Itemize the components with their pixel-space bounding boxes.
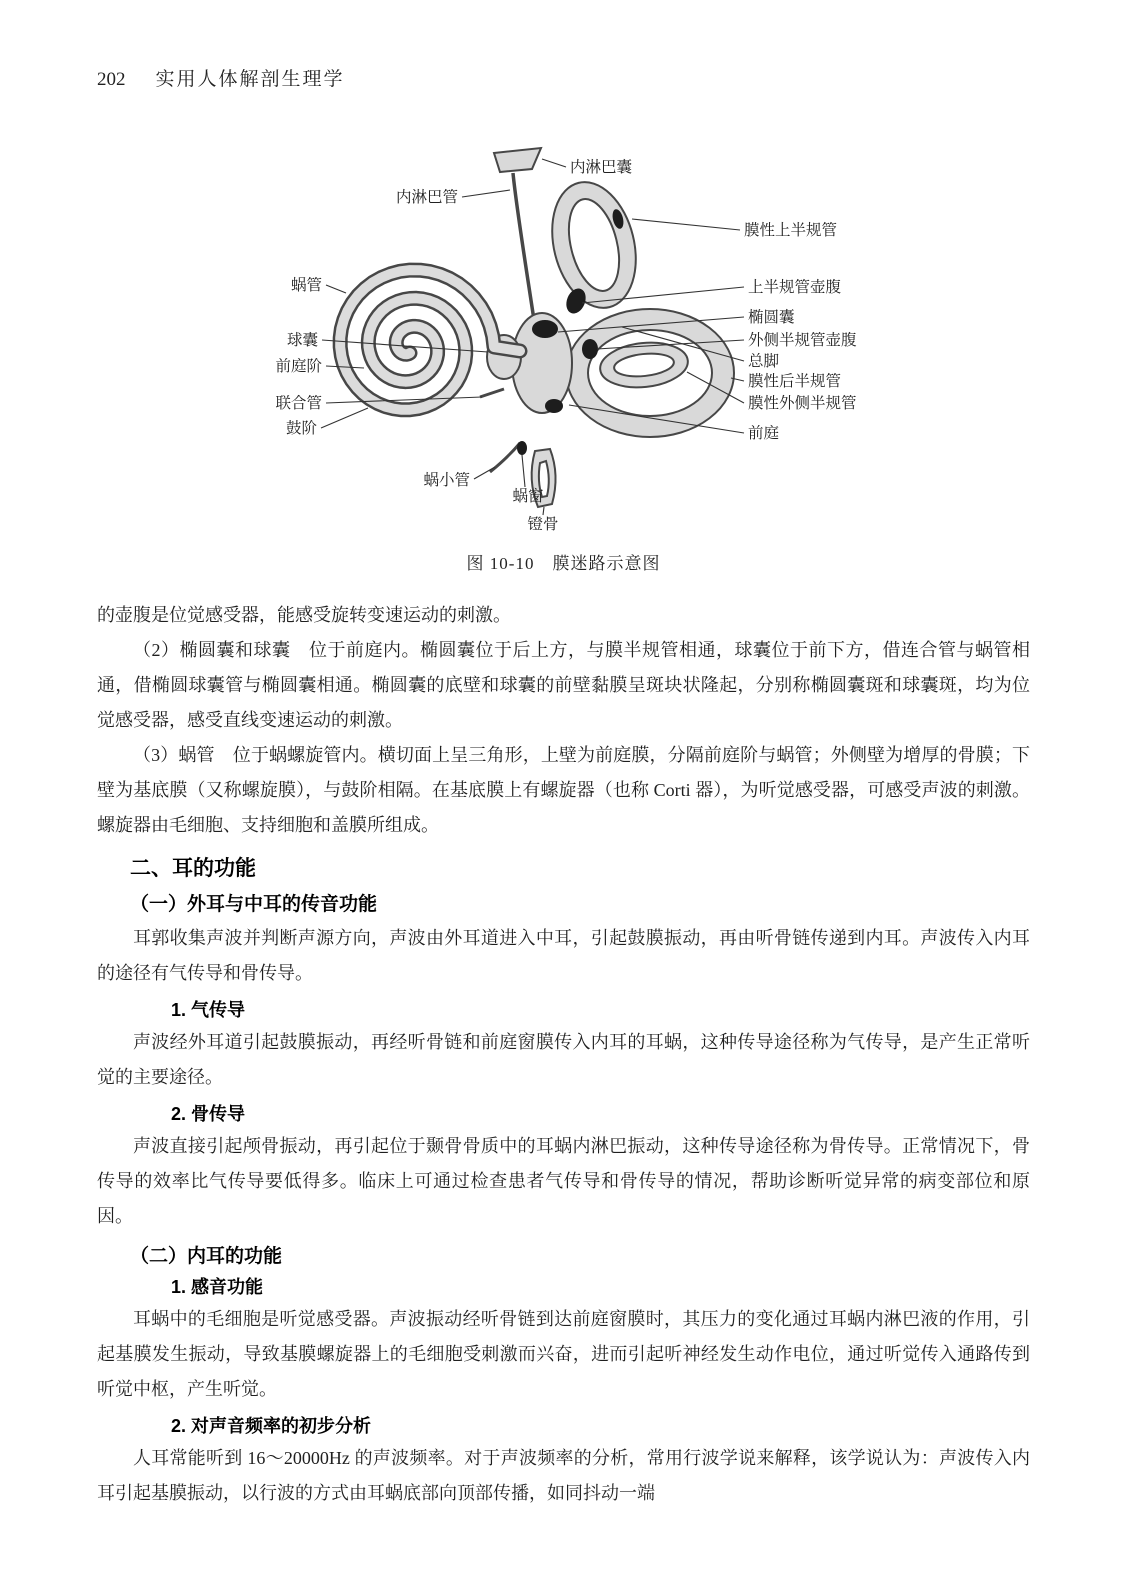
label-common-crus: 总脚 (747, 353, 779, 370)
book-title: 实用人体解剖生理学 (155, 69, 345, 90)
label-endolymphatic-sac: 内淋巴囊 (569, 159, 632, 176)
body-text (97, 598, 1030, 1511)
page-number: 202 (97, 69, 126, 90)
label-cochlear-duct: 蜗管 (290, 277, 322, 294)
heading-sound-sensing: 1. 感音功能 (171, 1277, 264, 1297)
label-lateral-ampulla: 外侧半规管壶腹 (747, 332, 857, 349)
paragraph-sound-sensing: 耳蜗中的毛细胞是听觉感受器。声波振动经听骨链到达前庭窗膜时，其压力的变化通过耳蜗内淋巴液的作用，引起基膜发生振动，导致基膜螺旋器上的毛细胞受刺激而兴奋，进而引起听神经发生动作电位，通过听觉传入通路传到听觉中枢，产生听觉。 (97, 1309, 1030, 1399)
paragraph-frequency-analysis: 人耳常能听到 16～20000Hz 的声波频率。对于声波频率的分析，常用行波学说来解释，该学说认为：声波传入内耳引起基膜振动，以行波的方式由耳蜗底部向顶部传播，如同抖动一端 (97, 1448, 1030, 1503)
label-ductus-reuniens: 联合管 (274, 395, 322, 412)
figure-membranous-labyrinth (242, 145, 886, 574)
paragraph-bone-conduction: 声波直接引起颅骨振动，再引起位于颞骨骨质中的耳蜗内淋巴振动，这种传导途径称为骨传导。正常情况下，骨传导的效率比气传导要低得多。临床上可通过检查患者气传导和骨传导的情况，帮助诊断听觉异常的病变部位和原因。 (97, 1136, 1030, 1226)
heading-ear-function: 二、耳的功能 (130, 857, 256, 880)
running-head (97, 64, 1030, 91)
membranous-labyrinth-diagram (242, 145, 886, 537)
heading-air-conduction: 1. 气传导 (171, 1000, 246, 1020)
label-scala-vestibuli: 前庭阶 (274, 358, 322, 375)
label-scala-tympani: 鼓阶 (285, 420, 317, 437)
label-posterior-canal: 膜性后半规管 (747, 373, 841, 390)
label-endolymphatic-duct: 内淋巴管 (395, 189, 458, 206)
label-round-window: 蜗窗 (511, 488, 544, 505)
label-stapes: 镫骨 (526, 516, 559, 533)
paragraph-sound-path: 耳郭收集声波并判断声源方向，声波由外耳道进入中耳，引起鼓膜振动，再由听骨链传递到内耳。声波传入内耳的途径有气传导和骨传导。 (97, 928, 1030, 983)
heading-bone-conduction: 2. 骨传导 (171, 1104, 246, 1124)
label-saccule: 球囊 (286, 332, 318, 349)
figure-caption: 图 10-10 膜迷路示意图 (466, 554, 661, 573)
label-superior-ampulla: 上半规管壶腹 (747, 279, 841, 296)
label-vestibule: 前庭 (747, 425, 779, 442)
label-superior-canal: 膜性上半规管 (743, 222, 837, 239)
endolymphatic-sac (494, 148, 541, 172)
paragraph-utricle-saccule: （2）椭圆囊和球囊 位于前庭内。椭圆囊位于后上方，与膜半规管相通，球囊位于前下方，借连合管与蜗管相通，借椭圆球囊管与椭圆囊相通。椭圆囊的底壁和球囊的前壁黏膜呈斑块状隆起，分别称椭圆囊斑和球囊斑，均为位觉感受器，感受直线变速运动的刺激。 (97, 640, 1030, 730)
label-utricle: 椭圆囊 (747, 309, 795, 326)
paragraph-cochlear-duct: （3）蜗管 位于蜗螺旋管内。横切面上呈三角形，上壁为前庭膜，分隔前庭阶与蜗管；外侧壁为增厚的骨膜；下壁为基底膜（又称螺旋膜），与鼓阶相隔。在基底膜上有螺旋器（也称 Corti 器），为听觉感受器，可感受声波的刺激。螺旋器由毛细胞、支持细胞和盖膜所组成。 (97, 745, 1030, 835)
heading-inner-ear-function: （二）内耳的功能 (130, 1246, 283, 1267)
ductus-reuniens (480, 389, 504, 397)
heading-outer-middle-ear-conduction: （一）外耳与中耳的传音功能 (130, 894, 378, 915)
paragraph-air-conduction: 声波经外耳道引起鼓膜振动，再经听骨链和前庭窗膜传入内耳的耳蜗，这种传导途径称为气传导，是产生正常听觉的主要途径。 (97, 1032, 1030, 1087)
label-cochlear-canaliculus: 蜗小管 (422, 472, 470, 489)
endolymphatic-duct (513, 173, 534, 320)
round-window (517, 441, 527, 455)
label-lateral-canal: 膜性外侧半规管 (747, 395, 857, 412)
paragraph-ampulla-continuation: 的壶腹是位觉感受器，能感受旋转变速运动的刺激。 (97, 605, 511, 625)
superior-semicircular-canal (539, 173, 648, 317)
heading-frequency-analysis: 2. 对声音频率的初步分析 (171, 1416, 372, 1436)
